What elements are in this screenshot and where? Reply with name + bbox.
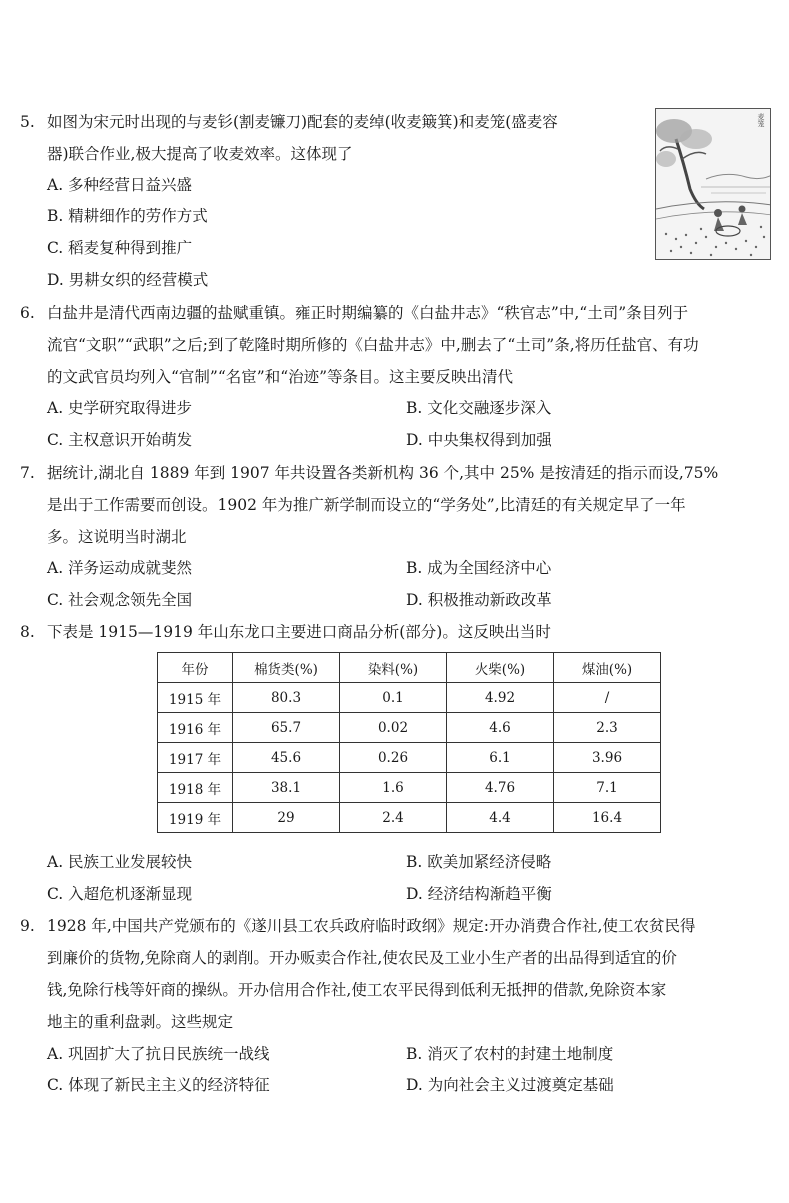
question-5-option-c[interactable]: C. 稻麦复种得到推广 bbox=[47, 239, 193, 257]
question-5-stem-line-2: 器)联合作业,极大提高了收麦效率。这体现了 bbox=[47, 145, 353, 163]
question-8-stem-line-1: 下表是 1915—1919 年山东龙口主要进口商品分析(部分)。这反映出当时 bbox=[47, 623, 551, 641]
table-cell: 1916 年 bbox=[158, 713, 233, 743]
question-7-option-b[interactable]: B. 成为全国经济中心 bbox=[406, 559, 552, 577]
question-7-stem-line-3: 多。这说明当时湖北 bbox=[47, 528, 187, 546]
table-header-cell: 年份 bbox=[158, 653, 233, 683]
table-cell: 1918 年 bbox=[158, 773, 233, 803]
question-6-option-c[interactable]: C. 主权意识开始萌发 bbox=[47, 431, 193, 449]
question-7-stem-line-2: 是出于工作需要而创设。1902 年为推广新学制而设立的“学务处”,比清廷的有关规定早了一年 bbox=[47, 496, 686, 514]
table-cell: 65.7 bbox=[233, 713, 340, 743]
table-cell: 3.96 bbox=[554, 743, 661, 773]
table-row bbox=[158, 683, 661, 713]
table-cell: 16.4 bbox=[554, 803, 661, 833]
question-6-stem-line-3: 的文武官员均列入“官制”“名宦”和“治迹”等条目。这主要反映出清代 bbox=[47, 368, 514, 386]
table-header-row bbox=[158, 653, 661, 683]
question-8-option-a[interactable]: A. 民族工业发展较快 bbox=[47, 853, 193, 871]
table-cell: 0.26 bbox=[340, 743, 447, 773]
table-row bbox=[158, 773, 661, 803]
question-9-number: 9. bbox=[20, 917, 35, 935]
table-cell: 80.3 bbox=[233, 683, 340, 713]
question-7-number: 7. bbox=[20, 464, 35, 482]
harvest-illustration-drawing bbox=[656, 109, 771, 260]
table-cell: 4.4 bbox=[447, 803, 554, 833]
table-cell: 7.1 bbox=[554, 773, 661, 803]
question-9-option-b[interactable]: B. 消灭了农村的封建土地制度 bbox=[406, 1045, 614, 1063]
table-header-cell: 染料(%) bbox=[340, 653, 447, 683]
question-7-option-d[interactable]: D. 积极推动新政改革 bbox=[406, 591, 552, 609]
table-cell: 0.02 bbox=[340, 713, 447, 743]
question-6-option-b[interactable]: B. 文化交融逐步深入 bbox=[406, 399, 552, 417]
table-row bbox=[158, 803, 661, 833]
table-cell: 1919 年 bbox=[158, 803, 233, 833]
table-cell: 4.92 bbox=[447, 683, 554, 713]
question-8-option-c[interactable]: C. 入超危机逐渐显现 bbox=[47, 885, 193, 903]
question-5-option-d[interactable]: D. 男耕女织的经营模式 bbox=[47, 271, 209, 289]
table-cell: 0.1 bbox=[340, 683, 447, 713]
table-cell: 1915 年 bbox=[158, 683, 233, 713]
table-header-cell: 棉货类(%) bbox=[233, 653, 340, 683]
question-8-number: 8. bbox=[20, 623, 35, 641]
question-7-option-a[interactable]: A. 洋务运动成就斐然 bbox=[47, 559, 193, 577]
table-cell: 29 bbox=[233, 803, 340, 833]
table-cell: 4.6 bbox=[447, 713, 554, 743]
table-row bbox=[158, 743, 661, 773]
table-cell: 38.1 bbox=[233, 773, 340, 803]
table-cell: 1917 年 bbox=[158, 743, 233, 773]
question-6-option-a[interactable]: A. 史学研究取得进步 bbox=[47, 399, 193, 417]
question-5-option-b[interactable]: B. 精耕细作的劳作方式 bbox=[47, 207, 208, 225]
table-cell: 6.1 bbox=[447, 743, 554, 773]
table-header-cell: 煤油(%) bbox=[554, 653, 661, 683]
question-8-option-b[interactable]: B. 欧美加紧经济侵略 bbox=[406, 853, 552, 871]
question-5-stem-line-1: 如图为宋元时出现的与麦钐(割麦镰刀)配套的麦绰(收麦簸箕)和麦笼(盛麦容 bbox=[47, 113, 558, 131]
table-cell: 2.3 bbox=[554, 713, 661, 743]
question-9-stem-line-4: 地主的重利盘剥。这些规定 bbox=[47, 1013, 234, 1031]
question-8-option-d[interactable]: D. 经济结构渐趋平衡 bbox=[406, 885, 552, 903]
table-cell: 1.6 bbox=[340, 773, 447, 803]
question-6-stem-line-1: 白盐井是清代西南边疆的盐赋重镇。雍正时期编纂的《白盐井志》“秩官志”中,“土司”条目列于 bbox=[47, 304, 689, 322]
harvest-illustration bbox=[655, 108, 771, 260]
table-cell: 2.4 bbox=[340, 803, 447, 833]
table-header-cell: 火柴(%) bbox=[447, 653, 554, 683]
question-6-stem-line-2: 流官“文职”“武职”之后;到了乾隆时期所修的《白盐井志》中,删去了“土司”条,将历任盐官、有功 bbox=[47, 336, 699, 354]
question-6-number: 6. bbox=[20, 304, 35, 322]
question-5-number: 5. bbox=[20, 113, 35, 131]
question-9-stem-line-1: 1928 年,中国共产党颁布的《遂川县工农兵政府临时政纲》规定:开办消费合作社,使工农贫民得 bbox=[47, 917, 696, 935]
question-6-option-d[interactable]: D. 中央集权得到加强 bbox=[406, 431, 552, 449]
harvest-illustration-caption: 麦笼 bbox=[757, 113, 765, 127]
question-9-option-d[interactable]: D. 为向社会主义过渡奠定基础 bbox=[406, 1076, 614, 1094]
question-5-option-a[interactable]: A. 多种经营日益兴盛 bbox=[47, 176, 193, 194]
question-9-option-c[interactable]: C. 体现了新民主主义的经济特征 bbox=[47, 1076, 270, 1094]
question-9-option-a[interactable]: A. 巩固扩大了抗日民族统一战线 bbox=[47, 1045, 270, 1063]
table-cell: / bbox=[554, 683, 661, 713]
question-9-stem-line-2: 到廉价的货物,免除商人的剥削。开办贩卖合作社,使农民及工业小生产者的出品得到适宜的价 bbox=[47, 949, 677, 967]
question-9-stem-line-3: 钱,免除行栈等奸商的操纵。开办信用合作社,使工农平民得到低利无抵押的借款,免除资本家 bbox=[47, 981, 667, 999]
question-7-option-c[interactable]: C. 社会观念领先全国 bbox=[47, 591, 193, 609]
table-cell: 4.76 bbox=[447, 773, 554, 803]
import-goods-table bbox=[157, 652, 661, 833]
question-7-stem-line-1: 据统计,湖北自 1889 年到 1907 年共设置各类新机构 36 个,其中 25% 是按清廷的指示而设,75% bbox=[47, 464, 719, 482]
table-row bbox=[158, 713, 661, 743]
table-cell: 45.6 bbox=[233, 743, 340, 773]
